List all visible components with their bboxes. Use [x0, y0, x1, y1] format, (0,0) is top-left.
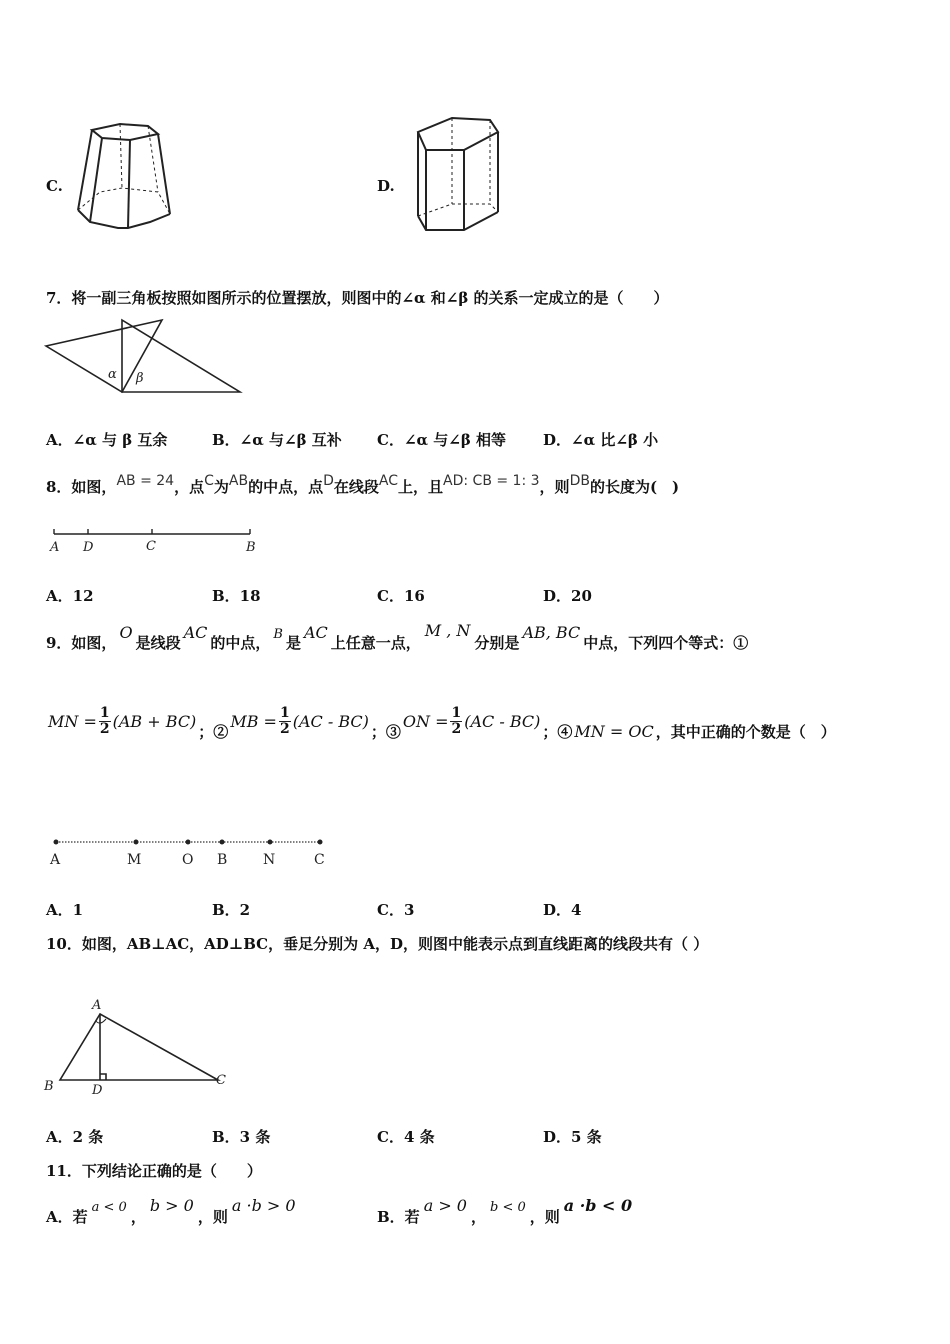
q8-stem — [46, 473, 680, 497]
q8-text-7: ，则 — [539, 478, 570, 496]
q8-math-db: DB — [569, 473, 590, 489]
q10-label-d: D — [92, 1083, 103, 1098]
q11-a-then: ，则 — [197, 1208, 228, 1226]
q9-option-b: B．2 — [212, 901, 251, 919]
q9-eq2-num: 1 — [279, 705, 290, 721]
q9-math-ab-bc: AB, BC — [522, 623, 581, 642]
q8-math-c: C — [204, 473, 214, 489]
q8-text-3: 为 — [213, 478, 229, 496]
q8-option-b: B．18 — [212, 587, 261, 605]
q10-label-b: B — [44, 1079, 54, 1094]
q8-math-ab-24: AB = 24 — [116, 473, 175, 489]
q9-eq2-fraction — [279, 706, 291, 737]
q9-eq2-left: MB = — [230, 712, 277, 731]
q11-b-then: ，则 — [529, 1208, 560, 1226]
q6-figure-c-frustum — [70, 118, 180, 233]
q10-label-c: C — [216, 1073, 226, 1088]
q9-label-b: B — [217, 852, 228, 868]
q8-math-ratio: AD: CB = 1: 3 — [443, 473, 540, 489]
q9-eq3-fraction — [450, 706, 462, 737]
q11-stem: 11．下列结论正确的是（ ） — [46, 1162, 262, 1180]
q11-a-math-2: b > 0 — [149, 1196, 194, 1215]
q10-option-a: A．2 条 — [46, 1128, 104, 1146]
q8-text-4: 的中点，点 — [248, 478, 324, 496]
q8-math-d: D — [323, 473, 334, 489]
q11-option-b — [377, 1196, 636, 1227]
q9-eq1-right: (AB + BC) — [112, 712, 197, 731]
q7-option-a: A．∠α 与 β 互余 — [46, 431, 168, 449]
q9-eq3-num: 1 — [451, 705, 462, 721]
q10-stem: 10．如图，AB⊥AC，AD⊥BC，垂足分别为 A，D，则图中能表示点到直线距离的线段共有（ ） — [46, 935, 709, 953]
q11-b-comma: ， — [470, 1208, 486, 1226]
q11-option-a — [46, 1196, 300, 1227]
q8-text-5: 在线段 — [333, 478, 379, 496]
q6-option-d-label: D. — [377, 177, 395, 195]
q9-math-o: O — [119, 623, 133, 642]
q8-option-d: D．20 — [543, 587, 592, 605]
q11-b-math-1: a > 0 — [423, 1196, 467, 1215]
q9-text-5: 上任意一点， — [330, 634, 421, 652]
q9-text-7: 中点，下列四个等式：① — [583, 634, 749, 652]
q10-figure-triangle — [42, 994, 242, 1098]
q9-sep-4: ；④ — [542, 723, 573, 741]
q9-eq1-num: 1 — [99, 705, 110, 721]
q10-option-b: B．3 条 — [212, 1128, 271, 1146]
q9-eq2-right: (AC - BC) — [292, 712, 369, 731]
q9-eq1-fraction — [99, 706, 111, 737]
q8-label-a: A — [50, 540, 60, 555]
q11-a-prefix: A．若 — [46, 1208, 88, 1226]
q7-option-b: B．∠α 与∠β 互补 — [212, 431, 342, 449]
q9-math-ac: AC — [183, 623, 208, 642]
q8-text-6: 上，且 — [398, 478, 444, 496]
q9-figure-segment — [48, 834, 338, 870]
q8-figure-segment — [50, 526, 262, 556]
q9-tail: ，其中正确的个数是（ ） — [655, 723, 836, 741]
q9-math-ac-2: AC — [303, 623, 328, 642]
q9-math-mn: M , N — [424, 621, 471, 640]
q9-option-c: C．3 — [377, 901, 415, 919]
q8-text-1: 8．如图， — [46, 478, 117, 496]
q9-eq2-den: 2 — [279, 721, 290, 737]
q9-eq1-left: MN = — [48, 712, 97, 731]
q9-equations — [48, 705, 836, 741]
q9-label-c: C — [314, 852, 325, 868]
q7-stem: 7．将一副三角板按照如图所示的位置摆放，则图中的∠α 和∠β 的关系一定成立的是（ ） — [46, 289, 669, 307]
q9-math-b: B — [273, 627, 283, 642]
q9-option-d: D．4 — [543, 901, 582, 919]
q7-option-d: D．∠α 比∠β 小 — [543, 431, 659, 449]
q8-label-c: C — [146, 539, 156, 554]
q11-b-math-3: a ·b < 0 — [563, 1196, 633, 1215]
q8-text-8: 的长度为( ) — [589, 478, 680, 496]
q9-text-3: 的中点， — [210, 634, 271, 652]
q9-text-2: 是线段 — [135, 634, 181, 652]
q9-text-1: 9．如图， — [46, 634, 117, 652]
q7-figure-set-squares — [44, 316, 244, 394]
q8-option-c: C．16 — [377, 587, 425, 605]
q7-option-c: C．∠α 与∠β 相等 — [377, 431, 507, 449]
q8-text-2: ，点 — [174, 478, 205, 496]
q9-eq3-den: 2 — [451, 721, 462, 737]
q6-figure-d-prism — [410, 112, 510, 237]
q9-eq3-left: ON = — [402, 712, 449, 731]
q9-eq4: MN = OC — [574, 722, 654, 741]
q11-b-math-2: b < 0 — [490, 1200, 526, 1215]
q9-label-m: M — [127, 852, 142, 868]
q11-b-prefix: B．若 — [377, 1208, 420, 1226]
q8-label-d: D — [83, 540, 94, 555]
q9-eq1-den: 2 — [99, 721, 110, 737]
q9-eq3-right: (AC - BC) — [464, 712, 541, 731]
q9-text-6: 分别是 — [474, 634, 520, 652]
q9-option-a: A．1 — [46, 901, 84, 919]
q9-text-4: 是 — [285, 634, 301, 652]
q6-option-c-label: C. — [46, 177, 63, 195]
q10-option-c: C．4 条 — [377, 1128, 435, 1146]
q9-sep-2: ；② — [198, 723, 229, 741]
q8-option-a: A．12 — [46, 587, 94, 605]
q10-label-a: A — [92, 998, 102, 1013]
q9-label-n: N — [263, 852, 276, 868]
q7-alpha-label: α — [108, 367, 117, 382]
q7-beta-label: β — [136, 371, 144, 386]
q9-label-o: O — [182, 852, 194, 868]
q9-stem — [46, 621, 749, 653]
q9-sep-3: ；③ — [370, 723, 401, 741]
q11-a-math-3: a ·b > 0 — [231, 1196, 296, 1215]
q8-math-ab: AB — [228, 473, 249, 489]
q11-a-comma: ， — [130, 1208, 146, 1226]
q10-option-d: D．5 条 — [543, 1128, 602, 1146]
q11-a-math-1: a < 0 — [91, 1200, 127, 1215]
q9-label-a: A — [50, 852, 61, 868]
q8-label-b: B — [246, 540, 256, 555]
q8-math-ac: AC — [378, 473, 398, 489]
